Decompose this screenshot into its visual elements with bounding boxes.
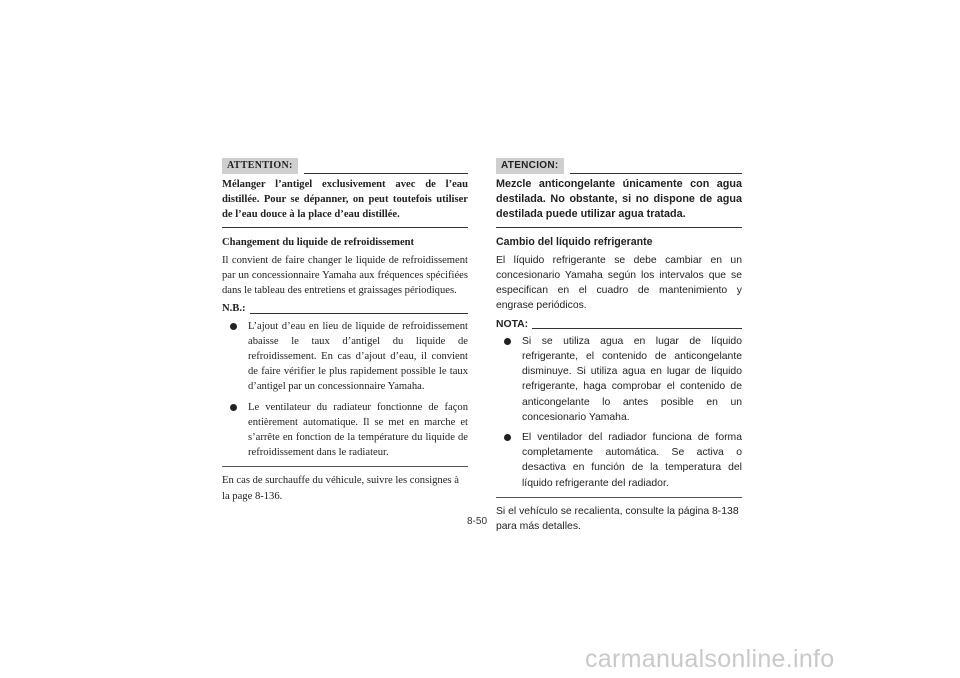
section-paragraph-es: El líquido refrigerante se debe cambiar en un concesionario Yamaha según los intervalos que se especifican en el cuadro de mantenimiento y engrase periódicos. (496, 254, 742, 312)
watermark: carmanualsonline.info (585, 645, 835, 673)
after-note-fr: En cas de surchauffe du véhicule, suivre les consignes à la page 8-136. (222, 475, 459, 502)
section-heading-es: Cambio del líquido refrigerante (496, 235, 653, 248)
note-bullet-text: L’ajout d’eau en lieu de liquide de refroidissement abaisse le taux d’antigel du liquide de refroidissement. En cas d’ajout d’eau, il convient de faire vérifier le plus rapidement possible le taux d’antigel par un concessionnaire Yamaha. (248, 320, 468, 393)
note-list-es (496, 334, 742, 498)
spanish-column (496, 158, 742, 534)
bullet-icon (230, 323, 237, 330)
bullet-icon (504, 434, 511, 441)
note-header-fr (222, 301, 468, 316)
after-note-es: Si el vehículo se recalienta, consulte la página 8-138 para más detalles. (496, 505, 739, 533)
note-label-es: NOTA: (496, 318, 529, 330)
attention-rule-es (570, 173, 742, 174)
note-list-fr (222, 319, 468, 468)
note-bullet-text: Le ventilateur du radiateur fonctionne de façon entièrement automatique. Il se met en marche et s’arrête en fonction de la température du liquide de refroidissement dans le radiateur. (248, 401, 468, 459)
attention-header-es (496, 158, 742, 174)
attention-text-es: Mezcle anticongelante únicamente con agua destilada. No obstante, si no dispone de agua destilada puede utilizar agua tratada. (496, 177, 742, 228)
note-bullet-fr-1 (248, 319, 468, 395)
page-number: 8-50 (467, 516, 488, 527)
section-paragraph-fr: Il convient de faire changer le liquide de refroidissement par un concessionnaire Yamaha aux fréquences spécifiées dans le tableau des entretiens et graissages périodiques. (222, 254, 468, 297)
attention-text-fr: Mélanger l’antigel exclusivement avec de l’eau distillée. Pour se dépanner, on peut toutefois utiliser de l’eau douce à la place d’eau distillée. (222, 177, 468, 228)
note-rule-fr (250, 313, 468, 314)
note-label-fr: N.B.: (222, 303, 246, 315)
note-bullet-text: Si se utiliza agua en lugar de líquido refrigerante, el contenido de anticongelante disminuye. Si utiliza agua en lugar de líquido refrigerante, haga comprobar el contenido de anticongelante lo antes posible en un concesionario Yamaha. (522, 335, 742, 423)
bullet-icon (230, 404, 237, 411)
note-rule-es (532, 328, 742, 329)
attention-header-fr (222, 158, 468, 174)
bullet-icon (504, 338, 511, 345)
note-bullet-es-2 (522, 430, 742, 491)
attention-label-es: ATENCION: (496, 158, 564, 174)
note-header-es (496, 317, 742, 332)
french-column (222, 158, 468, 504)
attention-rule-fr (304, 173, 468, 174)
note-bullet-es-1 (522, 334, 742, 425)
attention-label-fr: ATTENTION: (222, 158, 298, 174)
section-heading-fr: Changement du liquide de refroidissement (222, 236, 415, 248)
note-bullet-fr-2 (248, 400, 468, 461)
note-bullet-text: El ventilador del radiador funciona de forma completamente automática. Se activa o desactiva en función de la temperatura del líquido refrigerante del radiador. (522, 432, 742, 489)
